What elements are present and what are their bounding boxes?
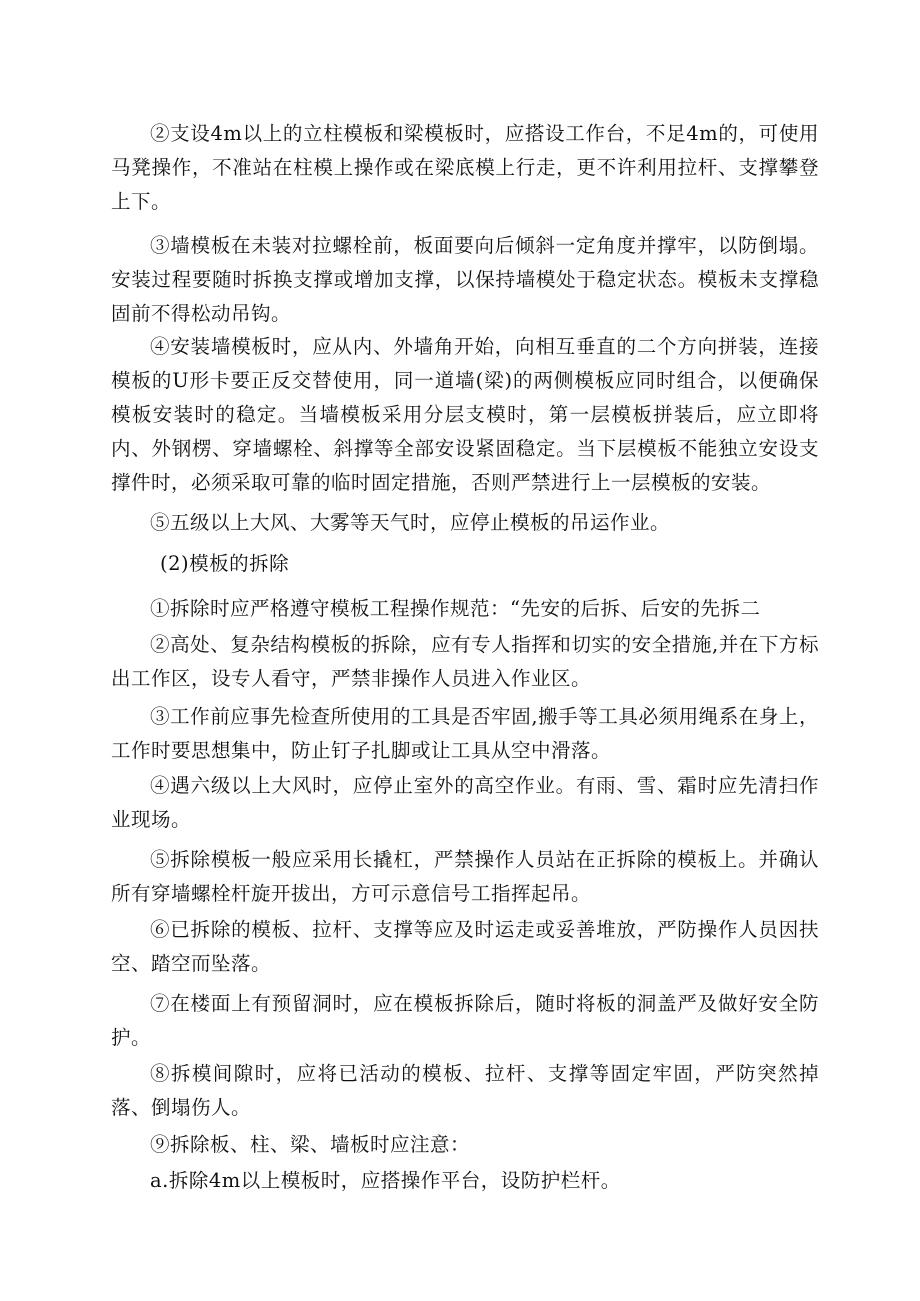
paragraph-wind-stop: ⑤五级以上大风、大雾等天气时，应停止模板的吊运作业。	[150, 511, 671, 534]
paragraph-removal-rule: ①拆除时应严格遵守模板工程操作规范：“先安的后拆、后安的先拆二	[150, 597, 761, 620]
paragraph-reserved-hole: ⑦在楼面上有预留洞时，应在模板拆除后，随时将板的洞盖严及做好安全防护。	[111, 992, 819, 1049]
paragraph-column-formwork: ②支设4m以上的立柱模板和梁模板时，应搭设工作台，不足4m的，可使用马凳操作，不准站在柱模上操作或在梁底模上行走，更不许利用拉杆、支撑攀登上下。	[111, 122, 819, 213]
paragraph-crowbar: ⑤拆除模板一般应采用长撬杠，严禁操作人员站在正拆除的模板上。并确认所有穿墙螺栓杆旋开拔出，方可示意信号工指挥起吊。	[111, 848, 819, 905]
paragraph-removed-storage: ⑥已拆除的模板、拉杆、支撑等应及时运走或妥善堆放，严防操作人员因扶空、踏空而坠落。	[111, 918, 819, 975]
paragraph-high-removal: ②高处、复杂结构模板的拆除，应有专人指挥和切实的安全措施,并在下方标出工作区，设专人看守，严禁非操作人员进入作业区。	[111, 633, 819, 690]
paragraph-removal-notes: ⑨拆除板、柱、梁、墙板时应注意：	[150, 1133, 471, 1156]
paragraph-interval-fix: ⑧拆模间隙时，应将已活动的模板、拉杆、支撑等固定牢固，严防突然掉落、倒塌伤人。	[111, 1062, 819, 1119]
paragraph-strong-wind: ④遇六级以上大风时，应停止室外的高空作业。有雨、雪、霜时应先清扫作业现场。	[111, 774, 819, 831]
paragraph-wall-formwork-install: ④安装墙模板时，应从内、外墙角开始，向相互垂直的二个方向拼装，连接模板的U形卡要正反交替使用，同一道墙(梁)的两侧模板应同时组合，以便确保模板安装时的稳定。当墙模板采用分层支模时，第一层模板拼装后，应立即将内、外钢楞、穿墙螺栓、斜撑等全部安设紧固稳定。当下层模板不能独立安设支撑件时，必须采取可靠的临时固定措施，否则严禁进行上一层模板的安装。	[111, 335, 819, 494]
paragraph-platform: a.拆除4m以上模板时，应搭操作平台，设防护栏杆。	[150, 1169, 621, 1192]
paragraph-wall-formwork-bolts: ③墙模板在未装对拉螺栓前，板面要向后倾斜一定角度并撑牢，以防倒塌。安装过程要随时拆换支撑或增加支撑，以保持墙模处于稳定状态。模板未支撑稳固前不得松动吊钩。	[111, 234, 819, 325]
section-heading-removal: (2)模板的拆除	[160, 552, 290, 575]
paragraph-tool-check: ③工作前应事先检查所使用的工具是否牢固,搬手等工具必须用绳系在身上，工作时要思想集中，防止钉子扎脚或让工具从空中滑落。	[111, 705, 819, 762]
